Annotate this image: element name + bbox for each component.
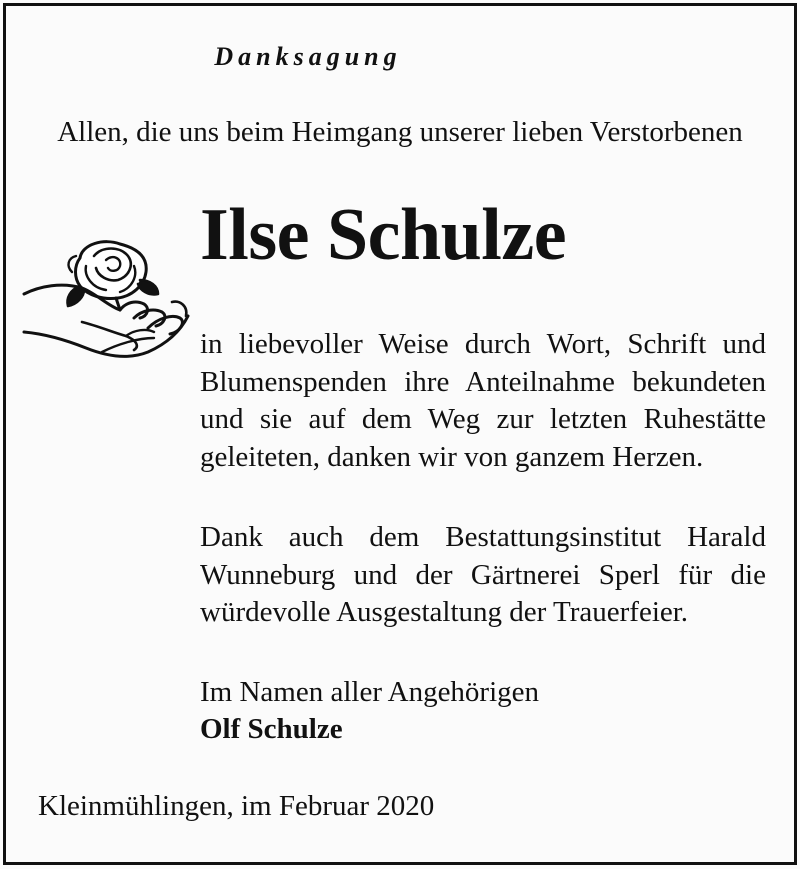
rose-in-hands-icon [22, 236, 194, 368]
signature-label: Im Namen aller Angehörigen [200, 676, 540, 708]
thanks-paragraph: Dank auch dem Bestattungsinstitut Harald Wunneburg und der Gärtnerei Sperl für die würdevolle Ausgestaltung der Trauerfeier. [200, 521, 766, 628]
gratitude-paragraph: in liebevoller Weise durch Wort, Schrift und Blumenspenden ihre Anteilnahme bekundeten und sie auf dem Weg zur letzten Ruhestätte geleiteten, danken wir von ganzem Herzen. [200, 328, 766, 473]
notice-heading: Danksagung [214, 42, 402, 71]
intro-line: Allen, die uns beim Heimgang unserer lieben Verstorbenen [57, 116, 743, 148]
deceased-name: Ilse Schulze [200, 194, 567, 276]
place-and-date: Kleinmühlingen, im Februar 2020 [38, 790, 435, 822]
signature-name: Olf Schulze [200, 713, 343, 745]
